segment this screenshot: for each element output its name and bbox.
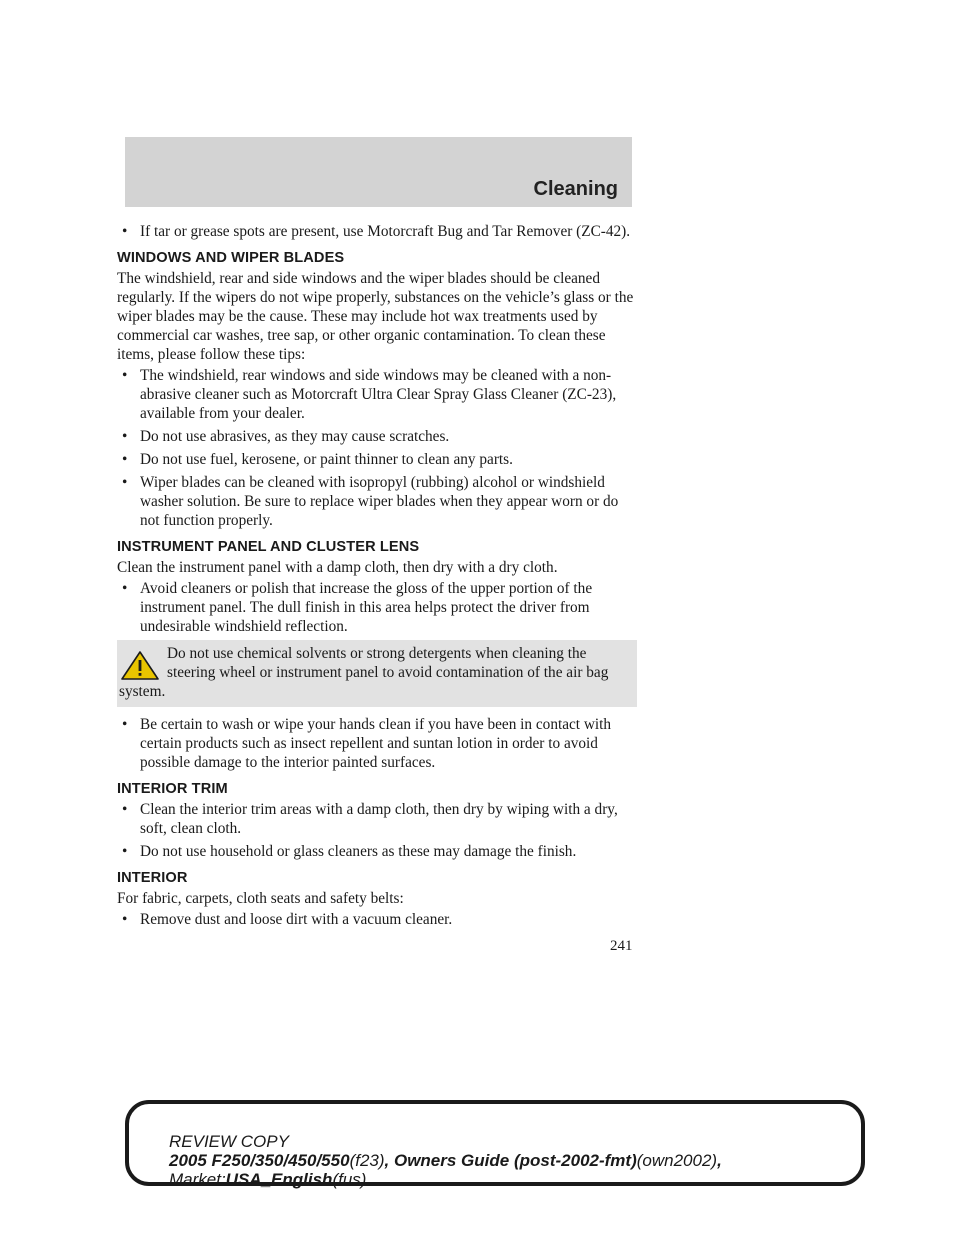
- list-item: • Do not use abrasives, as they may cause scratches.: [122, 428, 450, 445]
- list-item: • Do not use fuel, kerosene, or paint thinner to clean any parts.: [122, 451, 513, 468]
- heading-interior: INTERIOR: [117, 870, 188, 886]
- heading-windows: WINDOWS AND WIPER BLADES: [117, 250, 345, 266]
- footer-market-line: Market:USA_English(fus): [169, 1170, 367, 1189]
- list-item: • If tar or grease spots are present, use Motorcraft Bug and Tar Remover (ZC-42).: [122, 223, 631, 240]
- list-item: • Be certain to wash or wipe your hands clean if you have been in contact with certain products such as insect repellent and suntan lotion in order to avoid possible damage to the interior painted surfaces.: [122, 716, 612, 771]
- footer-model-line: 2005 F250/350/450/550(f23), Owners Guide (post-2002-fmt)(own2002),: [169, 1151, 722, 1170]
- section-title: Cleaning: [533, 178, 618, 200]
- warning-box: [117, 640, 637, 707]
- warning-text: Do not use chemical solvents or strong detergents when cleaning the steering wheel or instrument panel to avoid contamination of the air bag system.: [119, 645, 609, 700]
- list-item: • Do not use household or glass cleaners as these may damage the finish.: [122, 843, 577, 860]
- paragraph-instrument-panel: Clean the instrument panel with a damp cloth, then dry with a dry cloth.: [117, 559, 558, 576]
- bullet-glyph: •: [122, 223, 128, 240]
- list-item: • Wiper blades can be cleaned with isopropyl (rubbing) alcohol or windshield washer solution. Be sure to replace wiper blades when they appear worn or do not function properly.: [122, 474, 619, 529]
- list-item: • The windshield, rear windows and side windows may be cleaned with a non-abrasive cleaner such as Motorcraft Ultra Clear Spray Glass Cleaner (ZC-23), available from your dealer.: [122, 367, 617, 422]
- page-content: [117, 222, 637, 933]
- paragraph-windows: The windshield, rear and side windows and the wiper blades should be cleaned regularly. If the wipers do not wipe properly, substances on the vehicle’s glass or the wiper blades may be the cause. These may include hot wax treatments used by commercial car washes, tree sap, or other organic contamination. To clean these items, please follow these tips:: [117, 270, 634, 363]
- heading-interior-trim: INTERIOR TRIM: [117, 781, 228, 797]
- section-header: [125, 137, 632, 207]
- review-copy-footer: [125, 1100, 865, 1189]
- paragraph-interior: For fabric, carpets, cloth seats and safety belts:: [117, 890, 404, 907]
- list-item: • Remove dust and loose dirt with a vacuum cleaner.: [122, 911, 453, 928]
- list-item: • Avoid cleaners or polish that increase the gloss of the upper portion of the instrument panel. The dull finish in this area helps protect the driver from undesirable windshield reflection.: [122, 580, 593, 635]
- review-copy-label: REVIEW COPY: [169, 1132, 289, 1151]
- list-item: • Clean the interior trim areas with a damp cloth, then dry by wiping with a dry, soft, clean cloth.: [122, 801, 618, 837]
- warning-triangle-icon: [119, 650, 161, 682]
- heading-instrument-panel: INSTRUMENT PANEL AND CLUSTER LENS: [117, 539, 420, 555]
- page-number: 241: [610, 938, 633, 954]
